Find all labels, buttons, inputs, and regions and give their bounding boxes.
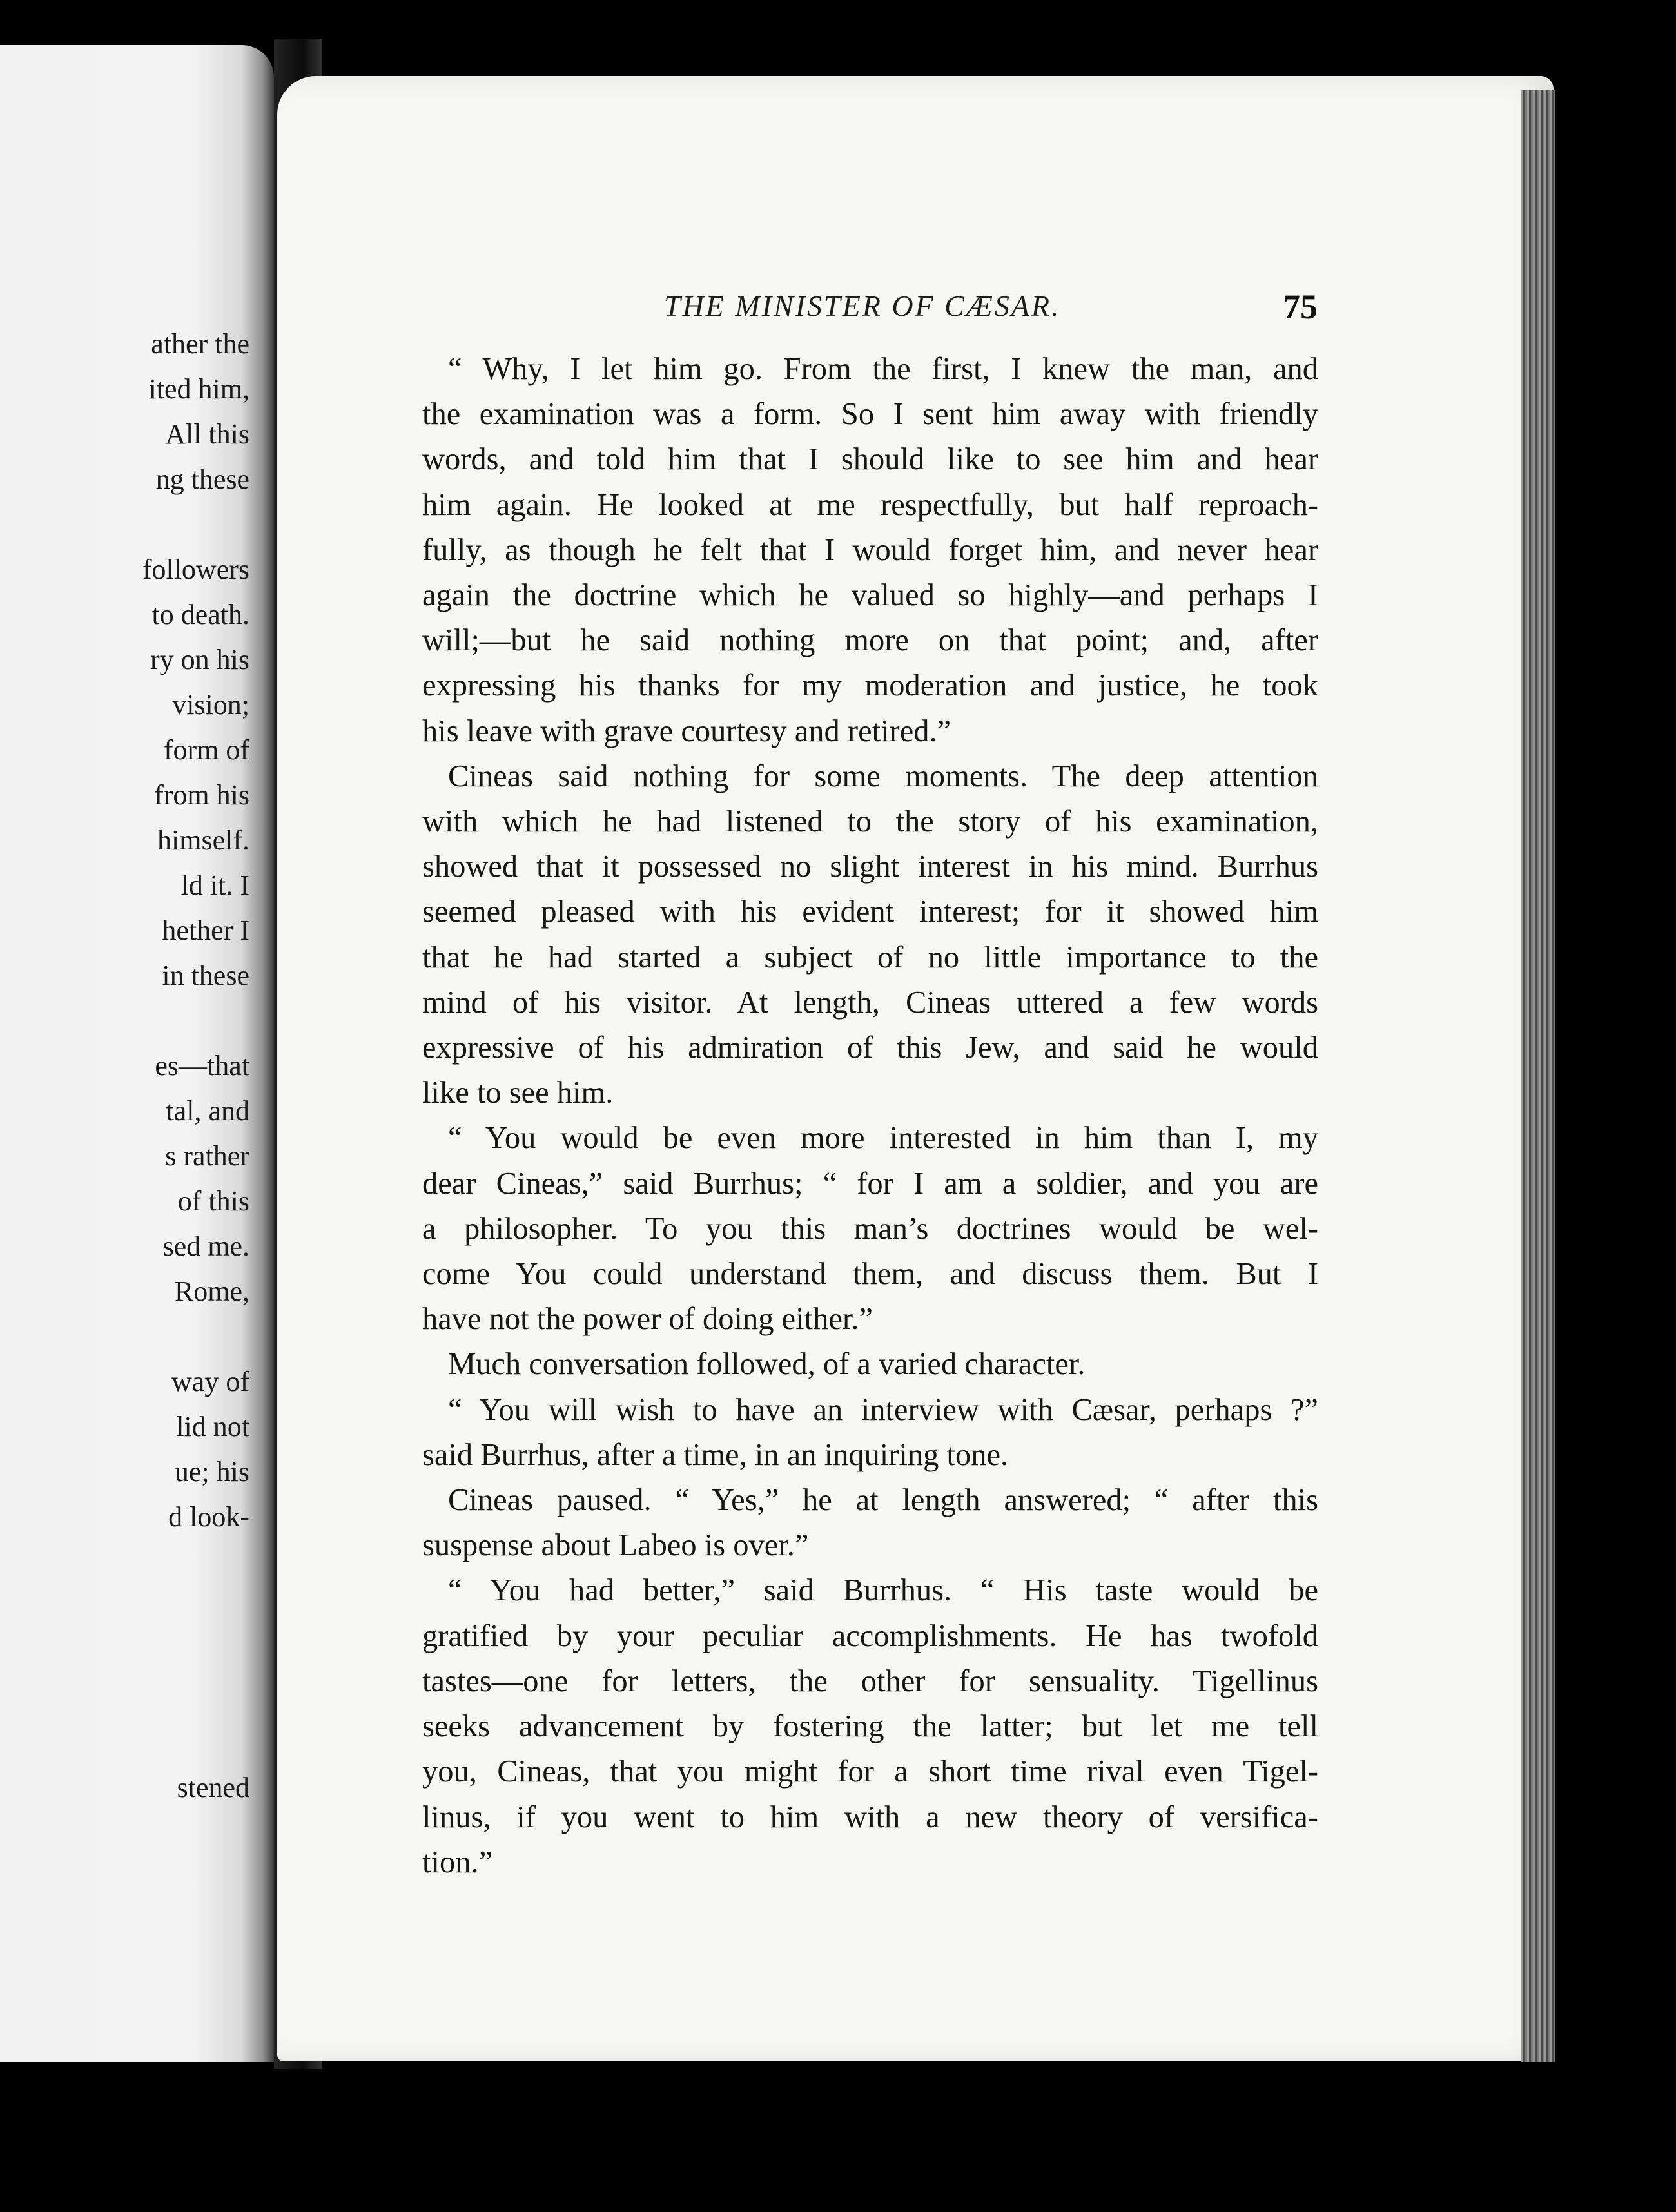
- left-page-line: es—that: [155, 1050, 249, 1082]
- paragraph: [422, 1478, 1318, 1568]
- text-line: words, and told him that I should like to see him and hear: [422, 442, 1318, 477]
- text-line: with which he had listened to the story of his examination,: [422, 804, 1318, 839]
- text-line: Cineas said nothing for some moments. The deep attention: [448, 759, 1318, 793]
- text-line: Much conversation followed, of a varied character.: [448, 1347, 1086, 1382]
- paragraph: [422, 1342, 1318, 1387]
- text-line: said Burrhus, after a time, in an inquiring tone.: [422, 1437, 1009, 1472]
- text-line: showed that it possessed no slight interest in his mind. Burrhus: [422, 849, 1318, 884]
- text-line: his leave with grave courtesy and retired.”: [422, 713, 951, 748]
- text-line: linus, if you went to him with a new theory of versifica-: [422, 1800, 1318, 1834]
- left-page-line: All this: [165, 418, 249, 450]
- left-page-line: sed me.: [162, 1230, 249, 1262]
- text-line: have not the power of doing either.”: [422, 1302, 873, 1337]
- text-line: suspense about Labeo is over.”: [422, 1528, 809, 1563]
- left-page-line: in these: [162, 960, 249, 991]
- text-line: again the doctrine which he valued so highly—and perhaps I: [422, 578, 1318, 613]
- text-line: the examination was a form. So I sent him away with friendly: [422, 397, 1318, 432]
- left-page-line: way of: [171, 1366, 249, 1397]
- text-line: mind of his visitor. At length, Cineas uttered a few words: [422, 985, 1318, 1020]
- text-line: come You could understand them, and discuss them. But I: [422, 1257, 1318, 1292]
- text-line: you, Cineas, that you might for a short time rival even Tigel-: [422, 1754, 1318, 1789]
- page-number: 75: [1283, 287, 1318, 326]
- text-line: seemed pleased with his evident interest; for it showed him: [422, 895, 1318, 929]
- left-page-line: ry on his: [150, 644, 249, 675]
- body-text: [422, 347, 1318, 1885]
- text-line: “ Why, I let him go. From the first, I knew the man, and: [448, 352, 1318, 386]
- left-page-line: lid not: [176, 1411, 249, 1442]
- left-page-line: tal, and: [166, 1095, 249, 1127]
- left-page-line: ited him,: [148, 373, 249, 405]
- page-edge-stack: [1521, 90, 1555, 2062]
- text-line: “ You would be even more interested in him than I, my: [448, 1121, 1318, 1156]
- text-line: a philosopher. To you this man’s doctrines would be wel-: [422, 1211, 1318, 1246]
- left-page-line: hether I: [162, 915, 249, 946]
- left-page-line: ather the: [151, 328, 249, 360]
- left-page-line: Rome,: [174, 1276, 249, 1307]
- paragraph: [422, 754, 1318, 1116]
- left-page-line: d look-: [168, 1501, 249, 1533]
- left-page-line: vision;: [172, 689, 249, 721]
- paragraph: [422, 1388, 1318, 1478]
- left-page-line: followers: [142, 554, 249, 585]
- left-page-line: ue; his: [174, 1456, 249, 1488]
- text-line: Cineas paused. “ Yes,” he at length answered; “ after this: [448, 1483, 1318, 1518]
- left-page-line: to death.: [151, 599, 249, 630]
- text-line: seeks advancement by fostering the latter; but let me tell: [422, 1709, 1318, 1744]
- left-page-line: form of: [163, 734, 249, 766]
- left-page-line: stened: [177, 1772, 249, 1803]
- text-line: tion.”: [422, 1845, 493, 1879]
- text-line: expressing his thanks for my moderation and justice, he took: [422, 668, 1318, 703]
- text-line: that he had started a subject of no little importance to the: [422, 940, 1318, 975]
- text-line: like to see him.: [422, 1076, 614, 1111]
- paragraph: [422, 1568, 1318, 1885]
- text-line: him again. He looked at me respectfully, but half reproach-: [422, 487, 1318, 522]
- text-line: fully, as though he felt that I would forget him, and never hear: [422, 532, 1318, 567]
- left-page-line: s rather: [165, 1140, 249, 1172]
- left-page-line: himself.: [157, 824, 249, 856]
- left-page-line: from his: [154, 779, 249, 811]
- text-line: tastes—one for letters, the other for sensuality. Tigellinus: [422, 1664, 1318, 1698]
- left-page-line: ng these: [155, 463, 249, 495]
- left-page-line: ld it. I: [180, 869, 249, 901]
- running-header: THE MINISTER OF CÆSAR.: [664, 289, 1061, 322]
- text-line: “ You will wish to have an interview with Cæsar, perhaps ?”: [448, 1392, 1318, 1427]
- text-line: “ You had better,” said Burrhus. “ His taste would be: [448, 1573, 1318, 1608]
- text-line: dear Cineas,” said Burrhus; “ for I am a soldier, and you are: [422, 1166, 1318, 1201]
- paragraph: [422, 347, 1318, 754]
- paragraph: [422, 1116, 1318, 1342]
- left-page-line: of this: [177, 1185, 249, 1217]
- text-line: gratified by your peculiar accomplishments. He has twofold: [422, 1618, 1318, 1653]
- text-line: expressive of his admiration of this Jew, and said he would: [422, 1031, 1318, 1065]
- left-facing-page: [0, 45, 274, 2062]
- text-line: will;—but he said nothing more on that point; and, after: [422, 623, 1318, 658]
